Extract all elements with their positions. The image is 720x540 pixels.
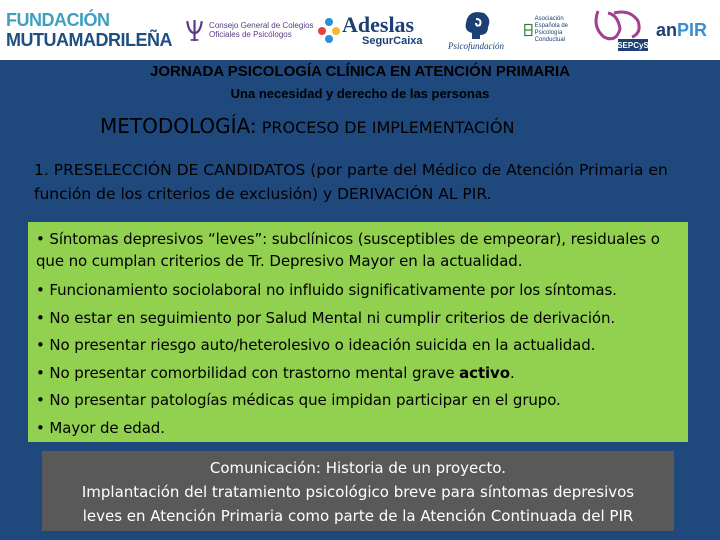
aepc-logo-text: Asociación Española de Psicología Conductual xyxy=(534,16,569,43)
step-description: 1. PRESELECCIÓN DE CANDIDATOS (por parte del Médico de Atención Primaria en función de los criterios de exclusión) y DERIVACIÓN AL PIR. xyxy=(34,161,668,203)
sepcys-emblem-icon xyxy=(590,7,650,53)
exclusion-criteria-box xyxy=(28,222,688,442)
criteria-period: . xyxy=(509,363,515,382)
footer-line: Implantación del tratamiento psicológico breve para síntomas depresivos xyxy=(81,483,635,501)
anpir-an: an xyxy=(656,19,678,40)
fundacion-mutua-madrilena-logo xyxy=(6,6,172,54)
criteria-item: • Mayor de edad. xyxy=(36,418,165,437)
slide-subtitle: Una necesidad y derecho de las personas xyxy=(230,86,490,101)
fundacion-logo-line1: FUNDACIÓN xyxy=(6,10,110,30)
anpir-logo xyxy=(656,6,716,54)
fundacion-logo-line2: MUTUAMADRILEÑA xyxy=(6,30,172,50)
section-title-main: METODOLOGÍA: xyxy=(100,114,257,138)
section-title xyxy=(100,114,514,138)
adeslas-logo xyxy=(318,6,428,54)
star-icon xyxy=(318,17,340,43)
sepcys-label: SEPCyS xyxy=(617,41,649,50)
adeslas-logo-sub: SegurCaixa xyxy=(362,34,423,47)
criteria-item: • No presentar patologías médicas que impidan participar en el grupo. xyxy=(36,391,561,409)
adeslas-logo-name: Adeslas xyxy=(342,11,415,37)
anpir-pir: PIR xyxy=(677,19,708,40)
sponsor-logo-bar xyxy=(0,0,720,60)
aepc-logo xyxy=(524,6,584,54)
psicofundacion-logo xyxy=(440,6,512,54)
aepc-symbol-icon xyxy=(524,14,533,46)
criteria-item: • Funcionamiento sociolaboral no influido significativamente por los síntomas. xyxy=(36,281,617,299)
footer-line: leves en Atención Primaria como parte de la Atención Continuada del PIR xyxy=(82,507,634,525)
criteria-emphasis: activo xyxy=(459,363,510,382)
section-title-rest: PROCESO DE IMPLEMENTACIÓN xyxy=(256,118,515,137)
slide-title: JORNADA PSICOLOGÍA CLÍNICA EN ATENCIÓN PRIMARIA xyxy=(149,63,570,80)
psi-symbol-icon xyxy=(184,8,205,52)
slide-panel xyxy=(0,60,720,540)
sepcys-logo xyxy=(590,6,652,54)
criteria-list xyxy=(36,228,682,442)
communication-footer-box xyxy=(42,451,674,531)
criteria-item: • No presentar riesgo auto/heterolesivo o ideación suicida en la actualidad. xyxy=(36,336,596,354)
criteria-item: • Síntomas depresivos “leves”: subclínicos (susceptibles de empeorar), residuales o que no cumplan criterios de Tr. Depresivo Mayor en la actualidad. xyxy=(36,230,660,270)
criteria-item: • No estar en seguimiento por Salud Mental ni cumplir criterios de derivación. xyxy=(36,308,616,327)
cop-logo-text: Consejo General de Colegios Oficiales de Psicólogos xyxy=(209,21,314,39)
head-profile-icon xyxy=(458,9,494,41)
psicofundacion-text: Psicofundación xyxy=(448,41,504,51)
cop-logo xyxy=(184,6,314,54)
criteria-text: • No presentar comorbilidad con trastorno mental grave xyxy=(36,363,460,382)
footer-line: Comunicación: Historia de un proyecto. xyxy=(209,459,507,477)
criteria-item xyxy=(36,360,682,388)
